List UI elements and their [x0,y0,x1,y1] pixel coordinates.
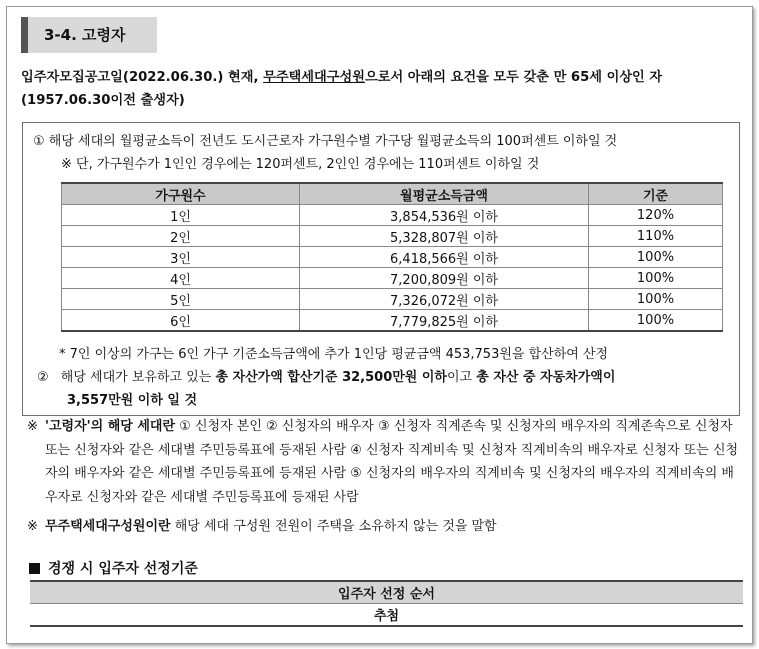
intro-paragraph [21,66,739,112]
condition-2-line2: 3,557만원 이하 일 것 [67,393,198,408]
homeless-household-note: ※ 무주택세대구성원이란 해당 세대 구성원 전원이 주택을 소유하지 않는 것을 말함 [27,519,497,534]
col-header-standard: 기준 [589,183,723,205]
table-row: 4인 7,200,809원 이하 100% [62,268,723,289]
table-note: * 7인 이상의 가구는 6인 가구 기준소득금액에 추가 1인당 평균금액 453,753원을 합산하여 산정 [59,347,609,362]
table-row: 1인 3,854,536원 이하 120% [62,205,723,226]
condition-1: ① 해당 세대의 월평균소득이 전년도 도시근로자 가구원수별 가구당 월평균소득의 100퍼센트 이하일 것 [33,134,618,149]
section-tag: 3-4. 고령자 [21,17,157,53]
col-header-household: 가구원수 [62,183,300,205]
income-table [61,182,723,332]
table-row: 3인 6,418,566원 이하 100% [62,247,723,268]
condition-1-sub: ※ 단, 가구원수가 1인인 경우에는 120퍼센트, 2인인 경우에는 110퍼센트 이하일 것 [61,157,540,172]
col-header-income: 월평균소득금액 [300,183,589,205]
square-bullet-icon [29,563,40,574]
intro-line2: (1957.06.30이전 출생자) [21,93,185,108]
selection-value: 추첨 [30,604,743,627]
selection-criteria-heading: 경쟁 시 입주자 선정기준 [29,558,198,578]
selection-table [30,580,743,627]
table-row: 5인 7,326,072원 이하 100% [62,289,723,310]
elderly-household-note: ※ '고령자'의 해당 세대란 ① 신청자 본인 ② 신청자의 배우자 ③ 신청자 직계존속 및 신청자의 배우자의 직계존속으로 신청자 또는 신청자와 같은 세대별 주민등록표에 등재된 사람 ④ 신청자 직계비속 및 신청자 직계비속의 배우자로 신청자 또는 신청자의 배우자와 같은 세대별 주민등록표에 등재된 사람 ⑤ 신청자의 배우자의 직계비속 및 신청자의 배우자의 직계비속의 배우자로 신청자와 같은 세대별 주민등록표에 등재된 사람 [27,419,739,505]
selection-header: 입주자 선정 순서 [30,581,743,604]
condition-2-line1: ② 해당 세대가 보유하고 있는 총 자산가액 합산기준 32,500만원 이하이고 총 자산 중 자동차가액이 [37,370,616,385]
table-row: 2인 5,328,807원 이하 110% [62,226,723,247]
table-row: 6인 7,779,825원 이하 100% [62,310,723,332]
requirements-box [22,122,740,416]
intro-line1: 입주자모집공고일(2022.06.30.) 현재, 무주택세대구성원으로서 아래의 요건을 모두 갖춘 만 65세 이상인 자 [21,70,663,85]
document-frame [6,6,753,644]
